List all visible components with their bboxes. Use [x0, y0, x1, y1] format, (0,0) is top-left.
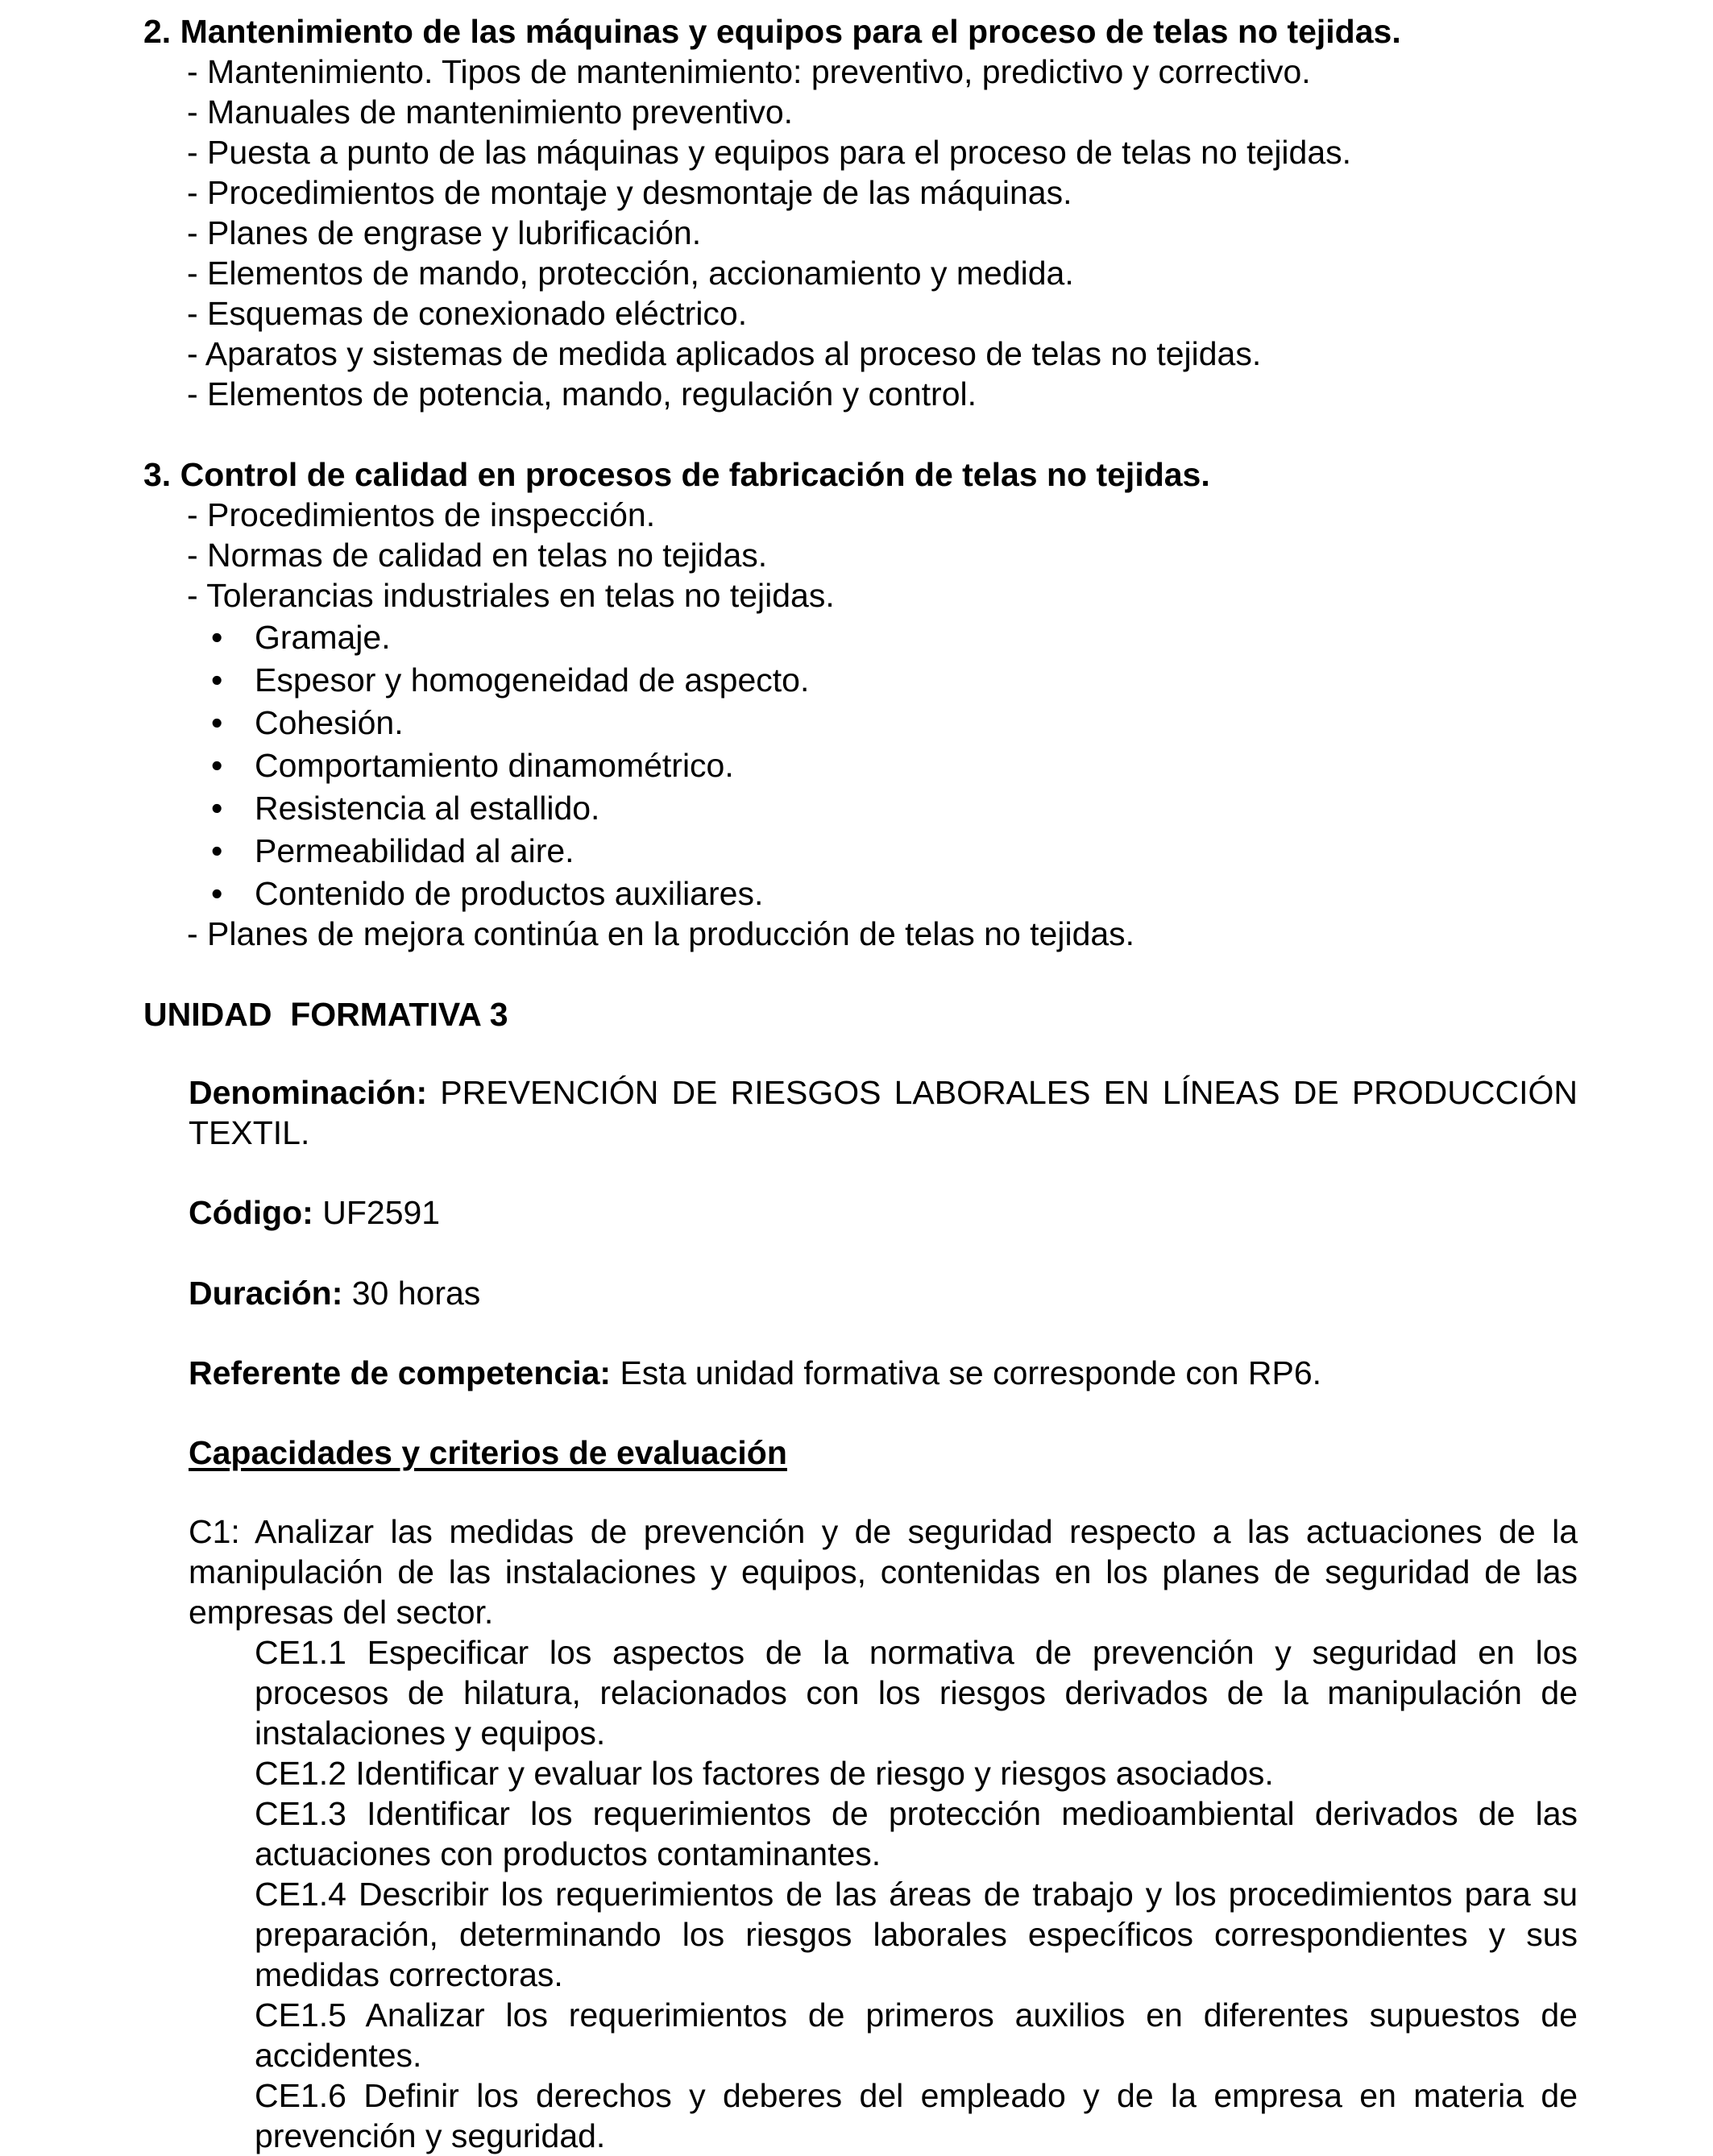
bullet-icon: • — [211, 747, 223, 784]
criterion-ce1-2: CE1.2 Identificar y evaluar los factores de riesgo y riesgos asociados. — [255, 1755, 1274, 1792]
duracion-value: 30 horas — [342, 1275, 481, 1312]
list-item: - Aparatos y sistemas de medida aplicados al proceso de telas no tejidas. — [187, 335, 1262, 372]
capacidades-heading: Capacidades y criterios de evaluación — [189, 1434, 787, 1471]
codigo-value: UF2591 — [313, 1194, 441, 1231]
criterion-ce1-4: CE1.4 Describir los requerimientos de las áreas de trabajo y los procedimientos para su preparación, determinando los riesgos laborales específicos correspondientes y sus medidas correctoras. — [255, 1876, 1578, 1993]
bullet-icon: • — [211, 875, 223, 912]
duracion-label: Duración: — [189, 1275, 343, 1312]
bullet-item: Espesor y homogeneidad de aspecto. — [255, 661, 810, 699]
referente-value: Esta unidad formativa se corresponde con RP6. — [611, 1354, 1322, 1391]
list-item: - Normas de calidad en telas no tejidas. — [187, 537, 768, 574]
duracion — [189, 1273, 480, 1313]
list-item: - Mantenimiento. Tipos de mantenimiento: preventivo, predictivo y correctivo. — [187, 53, 1311, 90]
list-item: - Esquemas de conexionado eléctrico. — [187, 295, 748, 332]
list-item: - Procedimientos de inspección. — [187, 496, 656, 533]
bullet-item: Permeabilidad al aire. — [255, 832, 574, 869]
bullet-icon: • — [211, 661, 223, 699]
denominacion-label: Denominación: — [189, 1074, 428, 1111]
bullet-icon: • — [211, 832, 223, 869]
unit-heading: UNIDAD FORMATIVA 3 — [143, 996, 508, 1033]
bullet-icon: • — [211, 619, 223, 656]
bullet-icon: • — [211, 704, 223, 741]
list-item: - Elementos de mando, protección, accionamiento y medida. — [187, 255, 1074, 292]
referente — [189, 1353, 1321, 1393]
list-item: - Elementos de potencia, mando, regulación y control. — [187, 375, 977, 413]
denominacion-value: PREVENCIÓN DE RIESGOS LABORALES EN LÍNEAS DE PRODUCCIÓN TEXTIL. — [189, 1074, 1578, 1151]
list-item: - Procedimientos de montaje y desmontaje de las máquinas. — [187, 174, 1072, 211]
criterion-ce1-6: CE1.6 Definir los derechos y deberes del empleado y de la empresa en materia de prevención y seguridad. — [255, 2077, 1578, 2154]
list-item: - Manuales de mantenimiento preventivo. — [187, 93, 794, 131]
capacity-c1: C1: Analizar las medidas de prevención y de seguridad respecto a las actuaciones de la manipulación de las instalaciones y equipos, contenidas en los planes de seguridad de las empresas del sector. — [189, 1513, 1578, 1631]
list-item: - Planes de mejora continúa en la producción de telas no tejidas. — [187, 915, 1135, 952]
referente-label: Referente de competencia: — [189, 1354, 612, 1391]
bullet-item: Contenido de productos auxiliares. — [255, 875, 764, 912]
denominacion — [189, 1072, 1578, 1153]
list-item: - Puesta a punto de las máquinas y equipos para el proceso de telas no tejidas. — [187, 134, 1352, 171]
criterion-ce1-3: CE1.3 Identificar los requerimientos de protección medioambiental derivados de las actuaciones con productos contaminantes. — [255, 1795, 1578, 1872]
list-item: - Tolerancias industriales en telas no tejidas. — [187, 577, 835, 614]
criterion-ce1-1: CE1.1 Especificar los aspectos de la normativa de prevención y seguridad en los procesos de hilatura, relacionados con los riesgos derivados de la manipulación de instalaciones y equipos. — [255, 1634, 1578, 1752]
codigo-label: Código: — [189, 1194, 313, 1231]
bullet-item: Resistencia al estallido. — [255, 790, 600, 827]
bullet-item: Cohesión. — [255, 704, 404, 741]
criterion-ce1-5: CE1.5 Analizar los requerimientos de primeros auxilios en diferentes supuestos de accidentes. — [255, 1996, 1578, 2074]
bullet-item: Comportamiento dinamométrico. — [255, 747, 734, 784]
bullet-icon: • — [211, 790, 223, 827]
section-3-title: 3. Control de calidad en procesos de fabricación de telas no tejidas. — [143, 456, 1210, 493]
bullet-item: Gramaje. — [255, 619, 391, 656]
list-item: - Planes de engrase y lubrificación. — [187, 214, 702, 251]
section-2-title: 2. Mantenimiento de las máquinas y equipos para el proceso de telas no tejidas. — [143, 13, 1401, 50]
codigo — [189, 1192, 440, 1233]
